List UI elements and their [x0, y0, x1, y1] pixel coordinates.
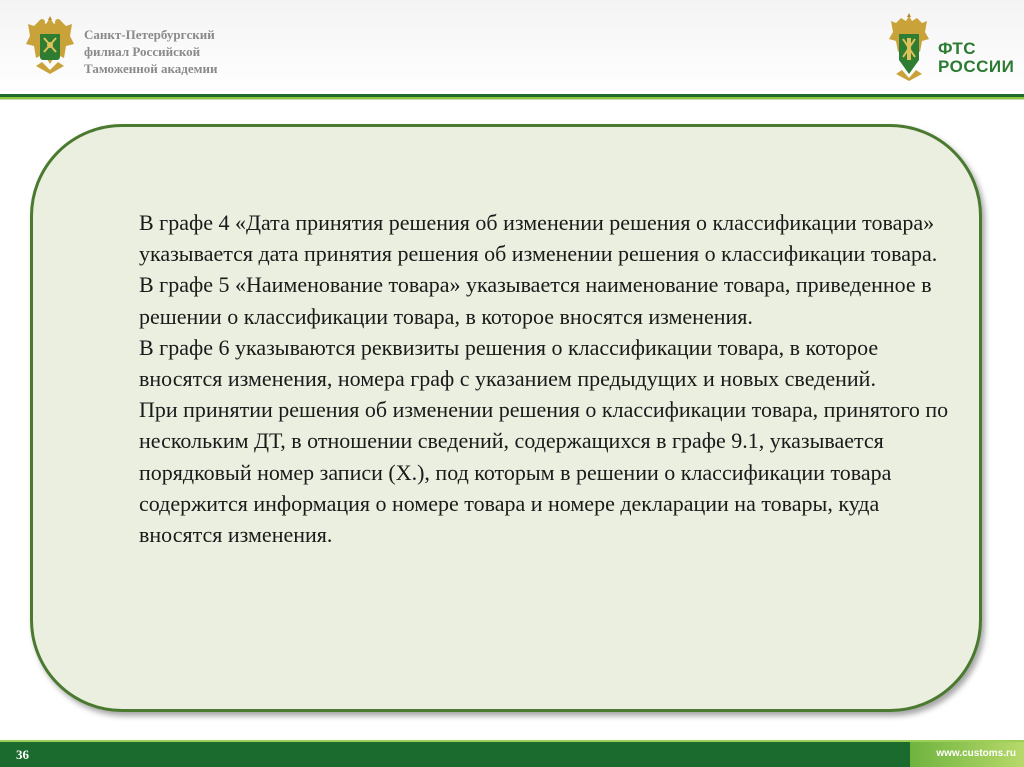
academy-title — [84, 26, 284, 77]
fts-logo-line-1: ФТС — [938, 39, 977, 58]
fts-logo-text — [938, 40, 1018, 76]
paragraph-2: В графе 5 «Наименование товара» указывается наименование товара, приведенное в решении о классификации товара, в которое вносятся изменения. — [139, 272, 932, 329]
academy-emblem-icon — [22, 14, 78, 76]
customs-emblem-icon — [886, 12, 932, 82]
content-panel — [30, 124, 982, 712]
fts-logo-line-2: РОССИИ — [938, 57, 1015, 76]
academy-title-line-3: Таможенной академии — [84, 61, 218, 76]
academy-title-line-1: Санкт-Петербургский — [84, 27, 215, 42]
academy-title-line-2: филиал Российской — [84, 44, 201, 59]
paragraph-3: В графе 6 указываются реквизиты решения о классификации товара, в которое вносятся изменения, номера граф с указанием предыдущих и новых сведений. — [139, 334, 879, 392]
paragraph-4: При принятии решения об изменении решения о классификации товара, принятого по нескольким ДТ, в отношении сведений, содержащихся в графе 9.1, указывается порядковый номер записи (Х.), под которым в решении о классификации товара содержится информация о номере товара и номере декларации на товары, куда вносятся изменения. — [139, 397, 949, 548]
page-number: 36 — [16, 747, 29, 762]
site-url-link[interactable]: www.customs.ru — [936, 748, 1016, 759]
content-text — [139, 207, 959, 550]
slide-footer — [0, 742, 1024, 767]
paragraph-1: В графе 4 «Дата принятия решения об изменении решения о классификации товара» указывается дата принятия решения об изменении решения о классификации товара. — [139, 210, 938, 267]
header-divider-thin — [0, 99, 1024, 100]
